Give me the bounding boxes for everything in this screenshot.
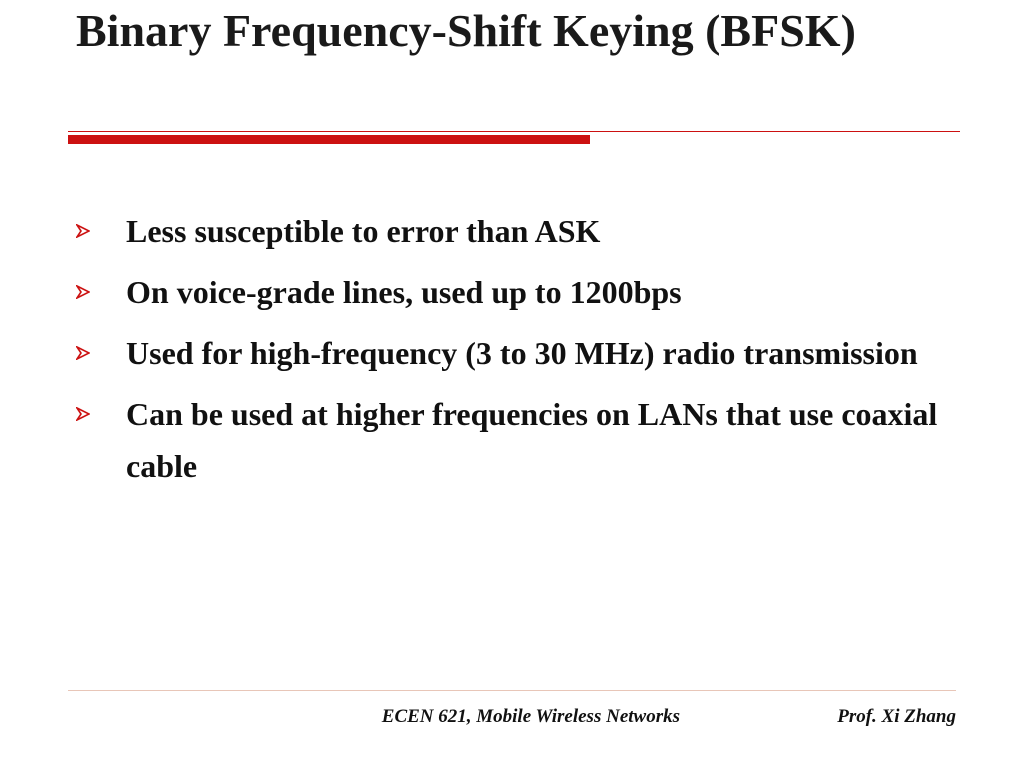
bullet-item xyxy=(76,327,956,379)
footer-author: Prof. Xi Zhang xyxy=(837,706,956,727)
bullet-text: Less susceptible to error than ASK xyxy=(126,213,601,249)
footer-divider xyxy=(68,690,956,691)
bullet-item xyxy=(76,205,956,257)
bullet-list xyxy=(76,205,956,501)
arrowhead-icon xyxy=(76,388,126,440)
arrowhead-icon xyxy=(76,327,126,379)
bullet-text: On voice-grade lines, used up to 1200bps xyxy=(126,274,682,310)
bullet-text: Can be used at higher frequencies on LANs that use coaxial cable xyxy=(126,396,938,484)
title-divider-thin xyxy=(68,131,960,132)
slide-title: Binary Frequency-Shift Keying (BFSK) xyxy=(76,5,856,56)
footer-course: ECEN 621, Mobile Wireless Networks xyxy=(381,706,680,727)
arrowhead-icon xyxy=(76,205,126,257)
title-divider-thick xyxy=(68,135,590,144)
bullet-text: Used for high-frequency (3 to 30 MHz) radio transmission xyxy=(126,335,918,371)
bullet-item xyxy=(76,388,956,492)
arrowhead-icon xyxy=(76,266,126,318)
bullet-item xyxy=(76,266,956,318)
